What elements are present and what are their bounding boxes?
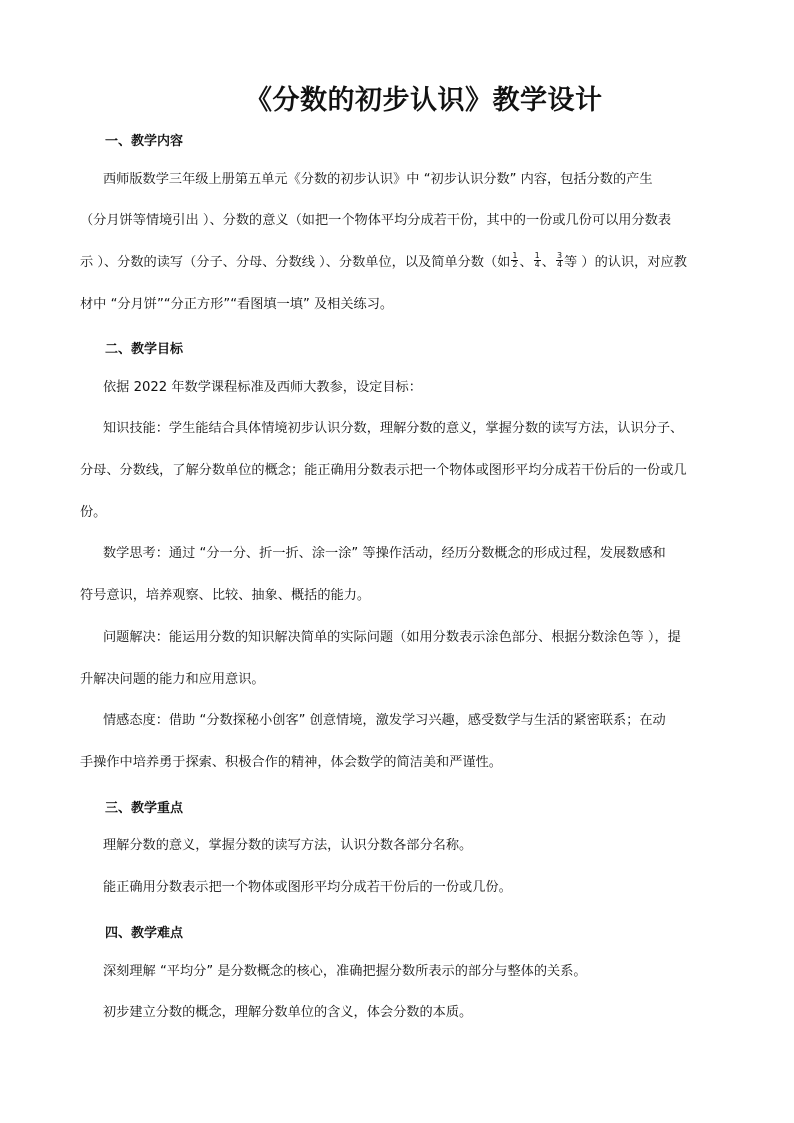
section-heading-difficulties: 四、教学难点: [105, 926, 184, 941]
paragraph-text: 等 ）的认识，对应教: [564, 255, 687, 270]
paragraph-line-with-fractions: [80, 250, 687, 273]
paragraph-text: 示 ）、分数的读写（分子、分母、分数线 ）、分数单位，以及简单分数（如: [80, 255, 511, 270]
paragraph-line: 份。: [80, 505, 107, 520]
paragraph-line: 能正确用分数表示把一个物体或图形平均分成若干份后的一份或几份。: [103, 880, 512, 895]
fraction-separator: 、: [541, 255, 555, 270]
paragraph-line: 依据 2022 年数学课程标准及西师大教参，设定目标：: [103, 380, 422, 395]
paragraph-line: 材中 “分月饼”“分正方形”“看图填一填” 及相关练习。: [80, 297, 394, 312]
paragraph-line: 初步建立分数的概念，理解分数单位的含义，体会分数的本质。: [103, 1005, 473, 1020]
paragraph-line: 分母、分数线，了解分数单位的概念；能正确用分数表示把一个物体或图形平均分成若干份后的一份或几: [80, 463, 687, 478]
paragraph-line: 符号意识，培养观察、比较、抽象、概括的能力。: [80, 588, 371, 603]
paragraph-line: 手操作中培养勇于探索、积极合作的精神，体会数学的简洁美和严谨性。: [80, 755, 502, 770]
fraction-separator: 、: [519, 255, 533, 270]
paragraph-line: 问题解决：能运用分数的知识解决简单的实际问题（如用分数表示涂色部分、根据分数涂色等 ），提: [103, 630, 681, 645]
section-heading-key-points: 三、教学重点: [105, 801, 184, 816]
section-heading-objectives: 二、教学目标: [105, 342, 184, 357]
paragraph-line: （分月饼等情境引出 ）、分数的意义（如把一个物体平均分成若干份，其中的一份或几份可以用分数表: [80, 213, 672, 228]
page-title: 《分数的初步认识》教学设计: [245, 85, 603, 116]
paragraph-line: 深刻理解 “平均分” 是分数概念的核心，准确把握分数所表示的部分与整体的关系。: [103, 964, 587, 979]
paragraph-line: 情感态度：借助 “分数探秘小创客” 创意情境，激发学习兴趣，感受数学与生活的紧密联系；在动: [103, 713, 666, 728]
paragraph-line: 理解分数的意义，掌握分数的读写方法，认识分数各部分名称。: [103, 838, 473, 853]
paragraph-line: 数学思考：通过 “分一分、折一折、涂一涂” 等操作活动，经历分数概念的形成过程，发展数感和: [103, 546, 666, 561]
paragraph-line: 西师版数学三年级上册第五单元《分数的初步认识》中 “初步认识分数” 内容，包括分数的产生: [103, 172, 653, 187]
paragraph-line: 知识技能：学生能结合具体情境初步认识分数，理解分数的意义，掌握分数的读写方法，认识分子、: [103, 421, 684, 436]
fraction: $\frac{1}{4}$: [534, 250, 540, 269]
fraction: $\frac{3}{4}$: [556, 250, 563, 269]
paragraph-line: 升解决问题的能力和应用意识。: [80, 672, 265, 687]
fraction: $\frac{1}{2}$: [512, 250, 518, 269]
section-heading-content: 一、教学内容: [105, 134, 184, 149]
